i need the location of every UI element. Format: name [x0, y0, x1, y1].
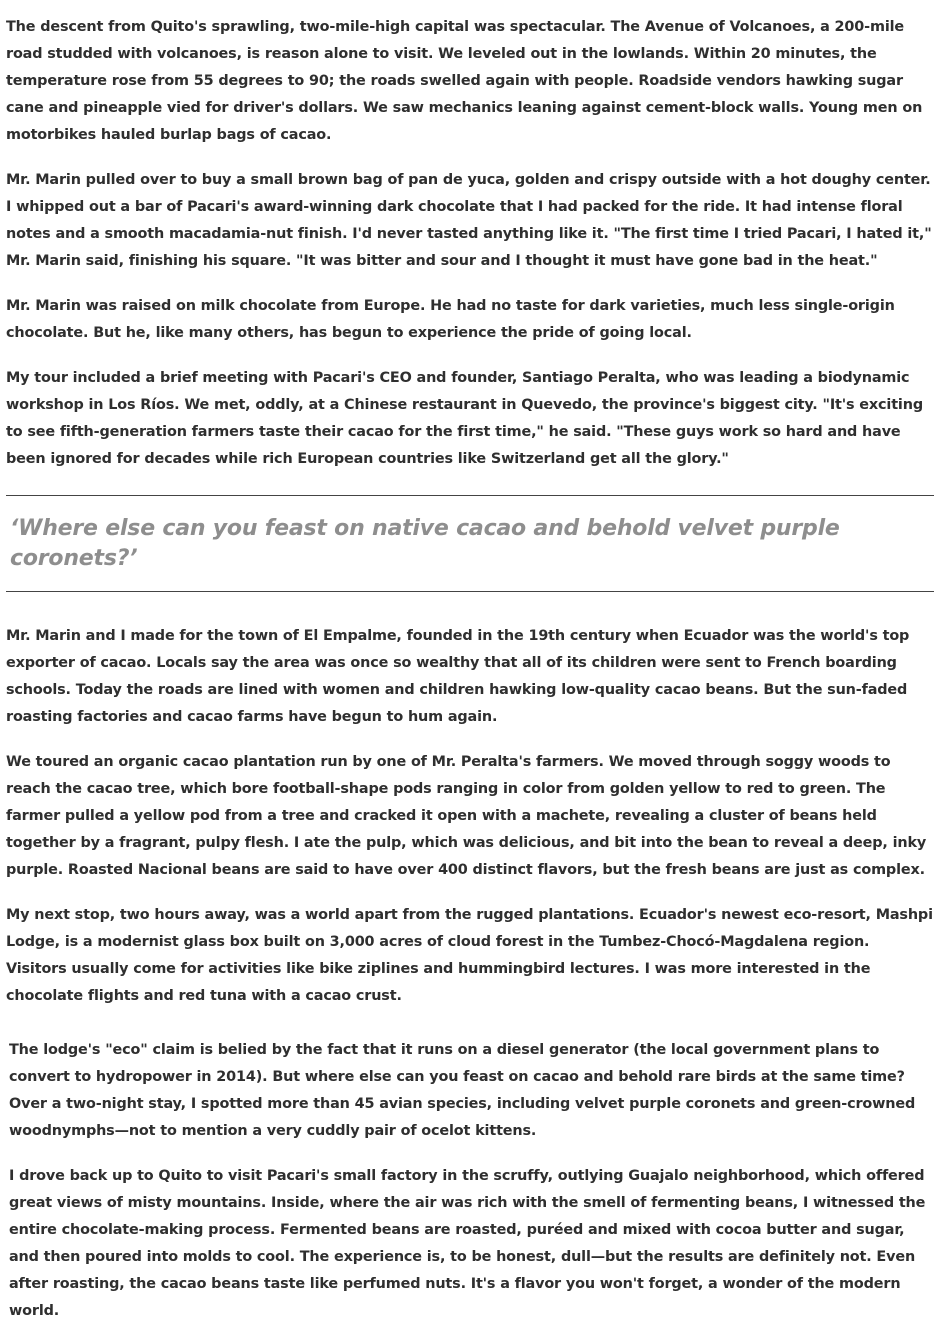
article-body — [6, 14, 934, 1343]
paragraph: Mr. Marin pulled over to buy a small brown bag of pan de yuca, golden and crispy outside with a hot doughy center. I whipped out a bar of Pacari's award-winning dark chocolate that I had packed for the ride. It had intense floral notes and a smooth macadamia-nut finish. I'd never tasted anything like it. "The first time I tried Pacari, I hated it," Mr. Marin said, finishing his square. "It was bitter and sour and I thought it must have gone bad in the heat." — [6, 172, 932, 269]
article-section-middle — [6, 623, 934, 1010]
paragraph: My tour included a brief meeting with Pacari's CEO and founder, Santiago Peralta, who was leading a biodynamic workshop in Los Ríos. We met, oddly, at a Chinese restaurant in Quevedo, the province's biggest city. "It's exciting to see fifth-generation farmers taste their cacao for the first time," he said. "These guys work so hard and have been ignored for decades while rich European countries like Switzerland get all the glory." — [6, 370, 923, 467]
paragraph: The lodge's "eco" claim is belied by the fact that it runs on a diesel generator (the local government plans to convert to hydropower in 2014). But where else can you feast on cacao and behold rare birds at the same time? Over a two-night stay, I spotted more than 45 avian species, including velvet purple coronets and green-crowned woodnymphs—not to mention a very cuddly pair of ocelot kittens. — [9, 1042, 916, 1139]
paragraph: I drove back up to Quito to visit Pacari's small factory in the scruffy, outlying Guajalo neighborhood, which offered great views of misty mountains. Inside, where the air was rich with the smell of fermenting beans, I witnessed the entire chocolate-making process. Fermented beans are roasted, puréed and mixed with cocoa butter and sugar, and then poured into molds to cool. The experience is, to be honest, dull—but the results are definitely not. Even after roasting, the cacao beans taste like perfumed nuts. It's a flavor you won't forget, a wonder of the modern world. — [9, 1168, 926, 1319]
article-section-bottom — [6, 1037, 934, 1325]
paragraph: My next stop, two hours away, was a world apart from the rugged plantations. Ecuador's newest eco-resort, Mashpi Lodge, is a modernist glass box built on 3,000 acres of cloud forest in the Tumbez-Chocó-Magdalena region. Visitors usually come for activities like bike ziplines and hummingbird lectures. I was more interested in the chocolate flights and red tuna with a cacao crust. — [6, 907, 933, 1004]
paragraph: The descent from Quito's sprawling, two-mile-high capital was spectacular. The Avenue of Volcanoes, a 200-mile road studded with volcanoes, is reason alone to visit. We leveled out in the lowlands. Within 20 minutes, the temperature rose from 55 degrees to 90; the roads swelled again with people. Roadside vendors hawking sugar cane and pineapple vied for driver's dollars. We saw mechanics leaning against cement-block walls. Young men on motorbikes hauled burlap bags of cacao. — [6, 19, 923, 143]
paragraph: Mr. Marin was raised on milk chocolate from Europe. He had no taste for dark varieties, much less single-origin chocolate. But he, like many others, has begun to experience the pride of going local. — [6, 298, 895, 341]
pull-quote: ‘Where else can you feast on native cacao and behold velvet purple coronets?’ — [10, 516, 840, 571]
paragraph: Mr. Marin and I made for the town of El Empalme, founded in the 19th century when Ecuador was the world's top exporter of cacao. Locals say the area was once so wealthy that all of its children were sent to French boarding schools. Today the roads are lined with women and children hawking low-quality cacao beans. But the sun-faded roasting factories and cacao farms have begun to hum again. — [6, 628, 910, 725]
paragraph: We toured an organic cacao plantation run by one of Mr. Peralta's farmers. We moved through soggy woods to reach the cacao tree, which bore football-shape pods ranging in color from golden yellow to red to green. The farmer pulled a yellow pod from a tree and cracked it open with a machete, revealing a cluster of beans held together by a fragrant, pulpy flesh. I ate the pulp, which was delicious, and bit into the bean to reveal a deep, inky purple. Roasted Nacional beans are said to have over 400 distinct flavors, but the fresh beans are just as complex. — [6, 754, 927, 878]
pull-quote-box — [6, 495, 934, 592]
